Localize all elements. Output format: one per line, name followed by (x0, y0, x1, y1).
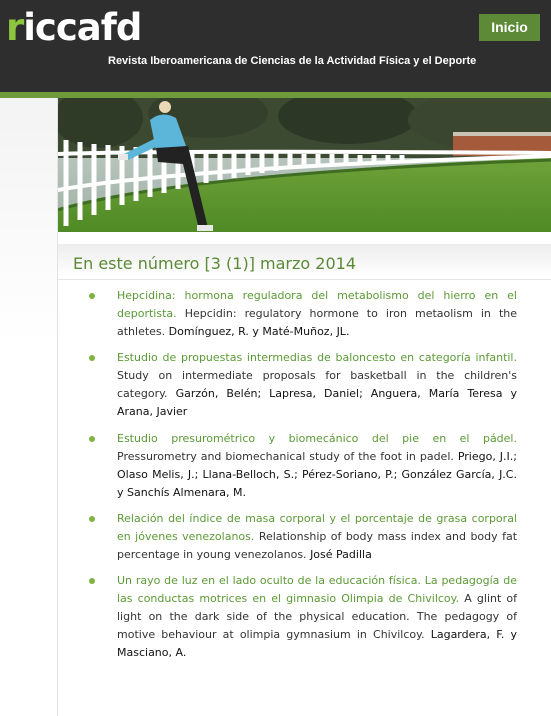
riccafd-logo[interactable] (6, 6, 141, 50)
bullet-icon (89, 516, 95, 522)
bullet-icon (89, 355, 95, 361)
article-english-title: Study on intermediate proposals for basketball in the children's category. (117, 369, 517, 400)
article-item-2 (117, 349, 517, 421)
main-content (58, 232, 551, 716)
article-authors: Priego, J.I.; Olaso Melis, J.; Llana-Belloch, S.; Pérez-Soriano, P.; González García, J.C. y Sanchís Almenara, M. (117, 450, 517, 499)
article-item-3 (117, 430, 517, 502)
article-english-title: Hepcidin: regulatory hormone to iron metaolism in the athletes. (117, 307, 517, 338)
banner-photo (58, 98, 551, 232)
site-header (0, 0, 551, 92)
article-english-title: Pressurometry and biomechanical study of the foot in padel. (117, 450, 454, 463)
bullet-icon (89, 578, 95, 584)
article-english-title: Relationship of body mass index and body fat percentage in young venezolanos. (117, 530, 518, 561)
article-title-link[interactable]: Un rayo de luz en el lado oculto de la educación física. La pedagogía de las conductas motrices en el gimnasio Olimpia de Chivilcoy. (117, 574, 517, 605)
bullet-icon (89, 436, 95, 442)
heading-divider (58, 279, 551, 280)
inicio-button[interactable]: Inicio (479, 14, 540, 41)
article-authors: Domínguez, R. y Maté-Muñoz, JL. (168, 325, 350, 338)
article-item-4 (117, 510, 517, 564)
article-item-5 (117, 572, 517, 662)
article-english-title: A glint of light on the dark side of the physical education. The pedagogy of motive behaviour at olimpia gymnasium in Chivilcoy. (117, 592, 518, 641)
issue-heading: En este número [3 (1)] marzo 2014 (73, 254, 356, 273)
article-item-1 (117, 287, 517, 341)
article-authors: Lagardera, F. y Masciano, A. (117, 628, 518, 659)
left-column (0, 98, 58, 716)
article-authors: Garzón, Belén; Lapresa, Daniel; Anguera, María Teresa y Arana, Javier (117, 387, 517, 418)
article-title-link[interactable]: Relación del índice de masa corporal y el porcentaje de grasa corporal en jóvenes venezolanos. (117, 512, 517, 543)
bullet-icon (89, 293, 95, 299)
runner-stretching-fence-image (58, 98, 551, 232)
logo-r: r (6, 6, 24, 49)
article-title-link[interactable]: Estudio presurométrico y biomecánico del pie en el pádel. (117, 432, 517, 445)
logo-rest: iccafd (23, 6, 142, 49)
article-title-link[interactable]: Hepcidina: hormona reguladora del metabolismo del hierro en el deportista. (117, 289, 517, 320)
article-authors: José Padilla (310, 548, 372, 561)
journal-subtitle: Revista Iberoamericana de Ciencias de la Actividad Física y el Deporte (108, 55, 477, 67)
article-title-link[interactable]: Estudio de propuestas intermedias de baloncesto en categoría infantil. (117, 351, 517, 364)
